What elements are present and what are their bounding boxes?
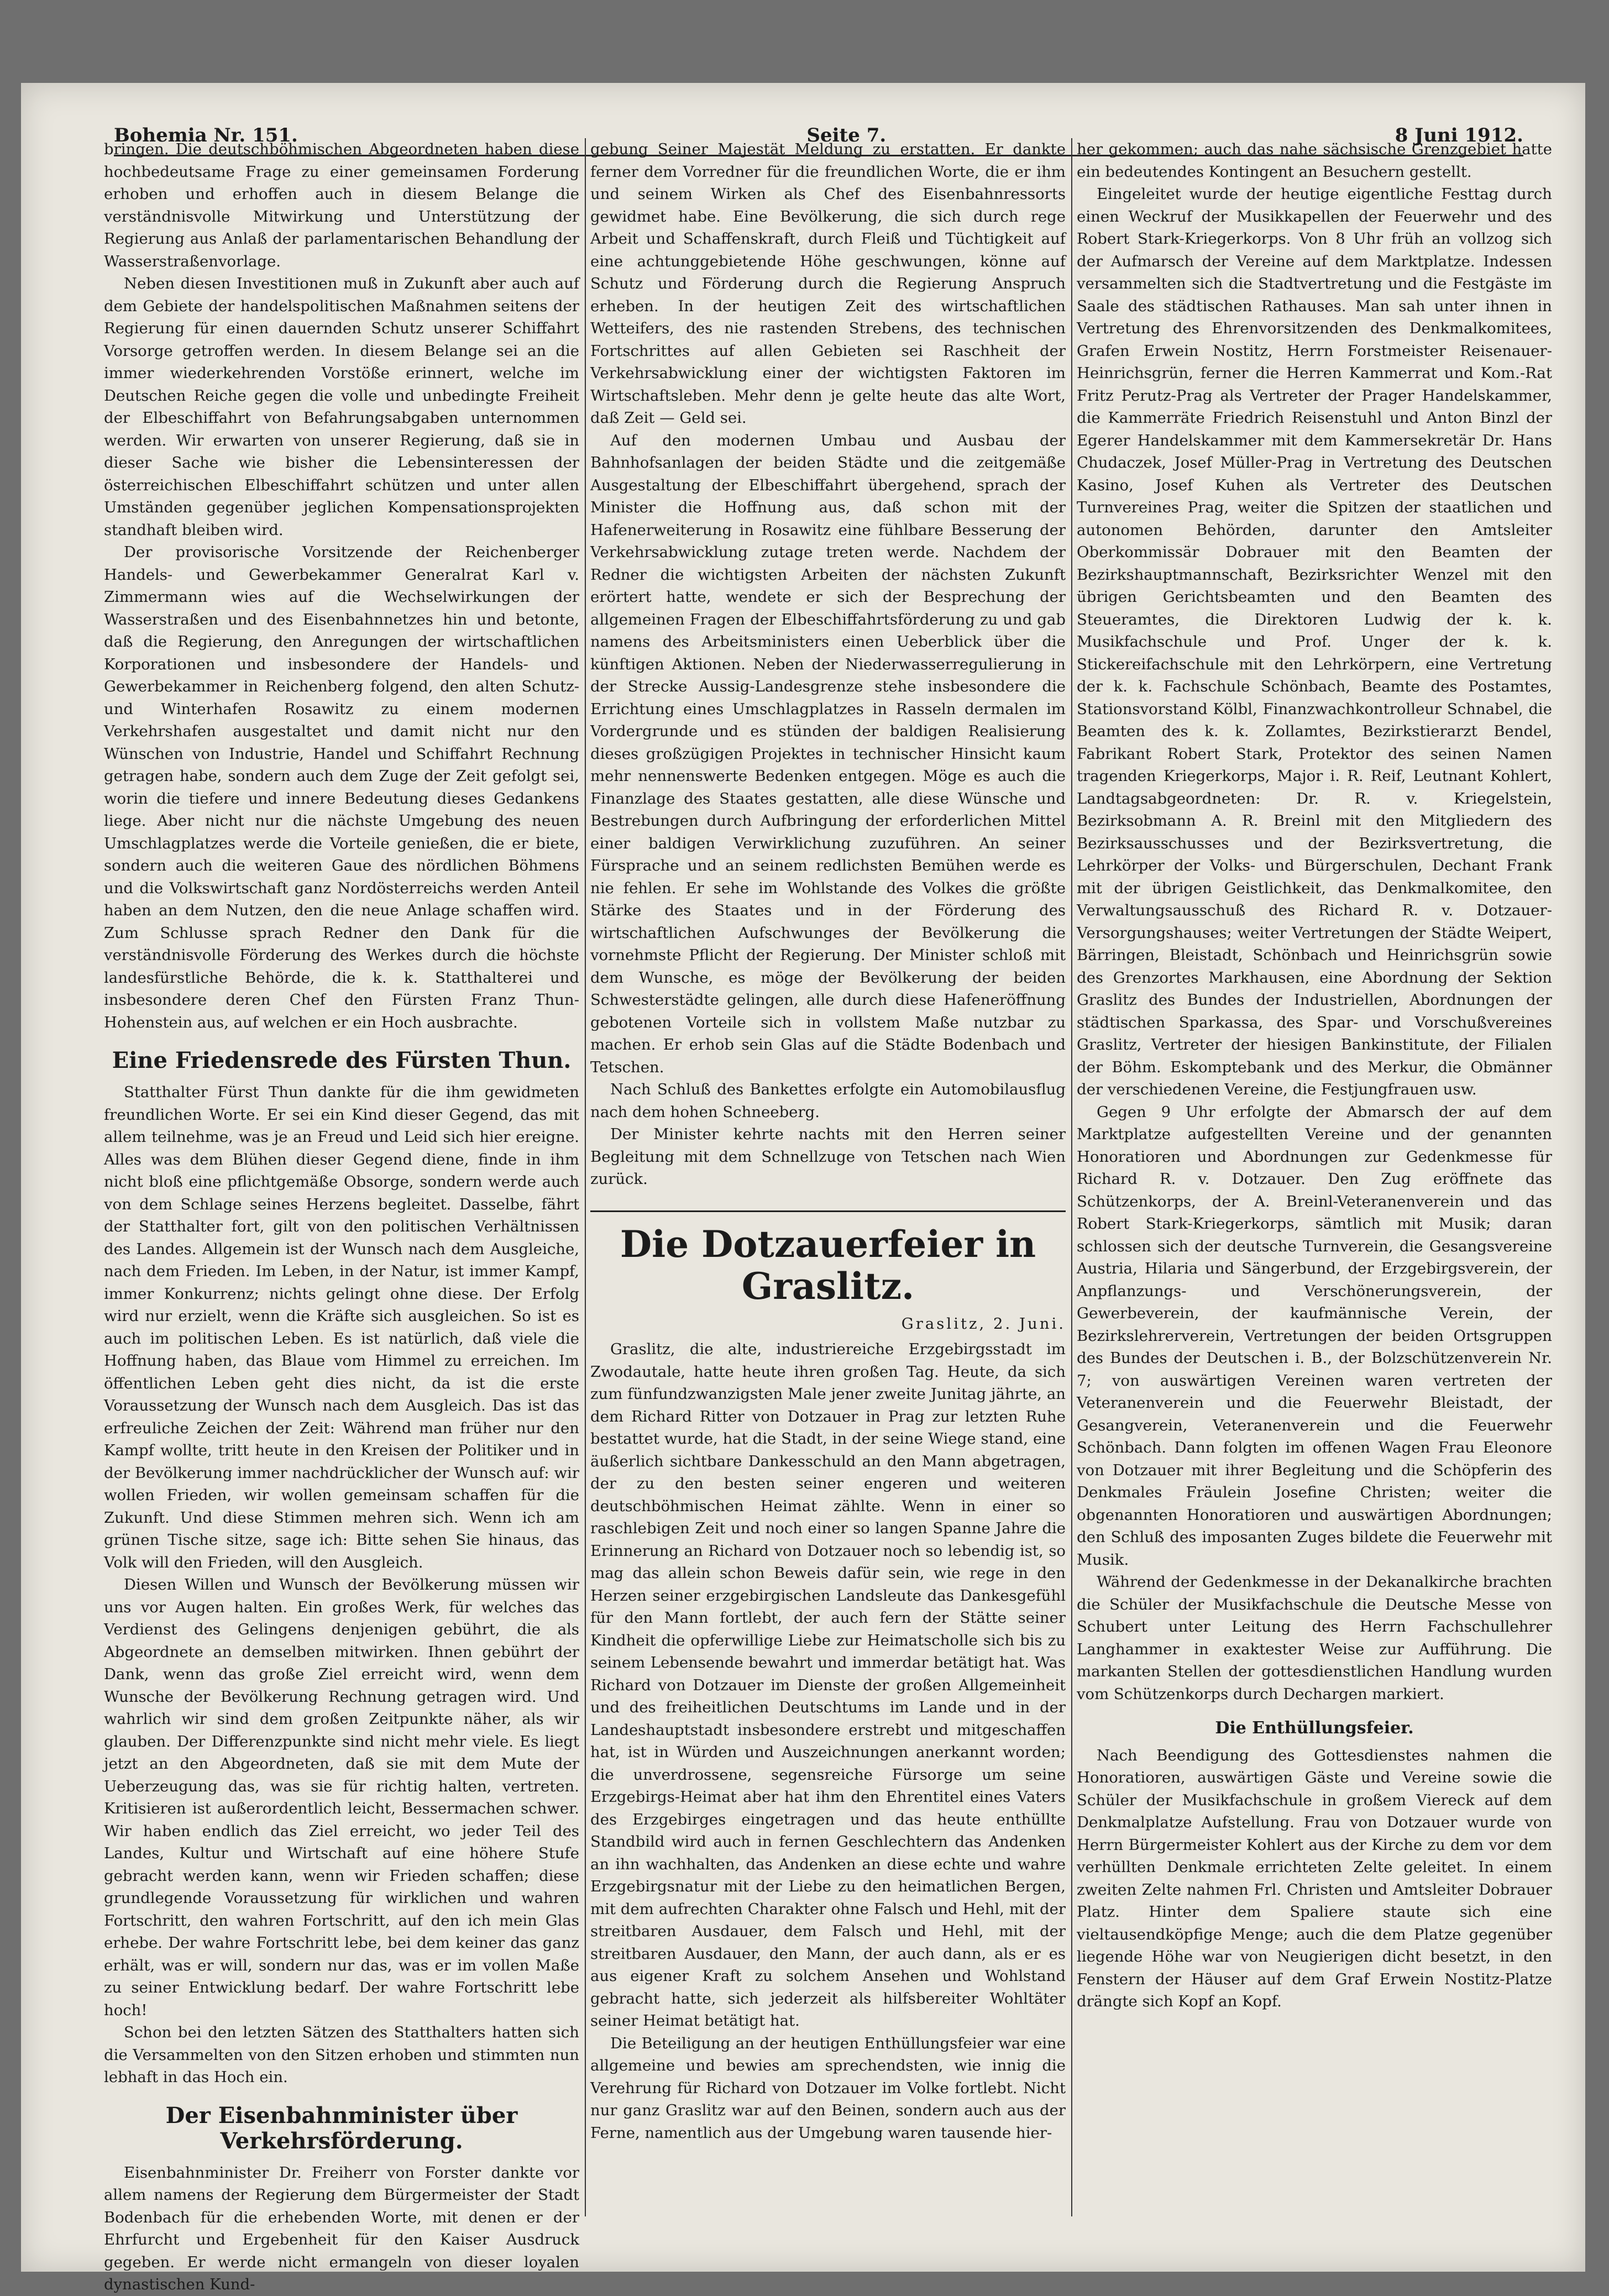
column-rule [585,138,586,2216]
paper-issue: Bohemia Nr. 151. [114,124,298,146]
paragraph: Statthalter Fürst Thun dankte für die ihm gewidmeten freundlichen Worte. Er sei ein Kind dieser Gegend, das mit allem teilnehme, was je an Freud und Leid sich hier ereigne. Alles was dem Blühen dieser Gegend diene, finde in ihm nicht bloß eine pflichtgemäße Obsorge, sondern werde auch von dem Schlage seines Herzens begleitet. Dasselbe, fährt der Statthalter fort, gilt von den politischen Verhältnissen des Landes. Allgemein ist der Wunsch nach dem Ausgleiche, nach dem Frieden. Im Leben, in der Natur, ist immer Kampf, immer Konkurrenz; nichts gelingt ohne diese. Der Erfolg wird nur erzielt, wenn die Kräfte sich ausgleichen. So ist es auch im politischen Leben. Es ist natürlich, daß viele die Hoffnung haben, das Blaue vom Himmel zu erreichen. Im öffentlichen Leben geht dies nicht, da ist die erste Voraussetzung der Wunsch nach dem Ausgleich. Das ist das erfreuliche Zeichen der Zeit: Während man früher nur den Kampf wollte, tritt heute in den Kreisen der Politiker und in der Bevölkerung immer nachdrücklicher der Wunsch auf: wir wollen Frieden, wir wollen gemeinsam schaffen für die Zukunft. Und diese Stimmen mehren sich. Wenn ich am grünen Tische sitze, sage ich: Bitte sehen Sie hinaus, das Volk will den Frieden, will den Ausgleich. [104,1083,579,1571]
page-number: Seite 7. [806,124,887,146]
paragraph: Auf den modernen Umbau und Ausbau der Bahnhofsanlagen der beiden Städte und die zeitgemäße Ausgestaltung der Elbeschiffahrt übergehend, sprach der Minister die Hoffnung aus, daß schon mit der Hafenerweiterung in Rosawitz eine fühlbare Besserung der Verkehrsabwicklung zutage treten werde. Nachdem der Redner die wichtigsten Arbeiten der nächsten Zukunft erörtert hatte, wendete er sich der Besprechung der allgemeinen Fragen der Elbeschiffahrtsförderung zu und gab namens des Arbeitsministers einen Ueberblick über die künftigen Aktionen. Neben der Niederwasserregulierung in der Strecke Aussig-Landesgrenze stehe insbesondere die Errichtung eines Umschlagplatzes in Rasseln dermalen im Vordergrunde und es stünden der baldigen Realisierung dieses großzügigen Projektes in technischer Hinsicht kaum mehr nennenswerte Bedenken entgegen. Möge es auch die Finanzlage des Staates gestatten, alle diese Wünsche und Bestrebungen durch Aufbringung der erforderlichen Mittel einer baldigen Verwirklichung zuzuführen. An seiner Fürsprache und an seinem redlichsten Bemühen werde es nie fehlen. Er sehe im Wohlstande des Volkes die größte Stärke des Staates und in der Förderung des wirtschaftlichen Aufschwunges der Bevölkerung die vornehmste Pflicht der Regierung. Der Minister schloß mit dem Wunsche, es möge der Bevölkerung der beiden Schwesterstädte gelingen, alle durch diese Hafeneröffnung gebotenen Vorteile sich in vollstem Maße nutzbar zu machen. Er erhob sein Glas auf die Städte Bodenbach und Tetschen. [590,431,1066,1076]
article-headline: Die Dotzauerfeier in Graslitz. [590,1210,1066,1307]
paragraph: Gegen 9 Uhr erfolgte der Abmarsch der auf dem Marktplatze aufgestellten Vereine und der genannten Honoratioren und Abordnungen zur Gedenkmesse für Richard R. v. Dotzauer. Den Zug eröffnete das Schützenkorps, der A. Breinl-Veteranenverein und das Robert Stark-Kriegerkorps, sämtlich mit Musik; daran schlossen sich der deutsche Turnverein, die Gesangsvereine Austria, Hilaria und Sängerbund, der Erzgebirgsverein, der Anpflanzungs- und Verschönerungsverein, der Gewerbeverein, der kaufmännische Verein, der Bezirkslehrerverein, Vertretungen der beiden Ortsgruppen des Bundes der Deutschen i. B., der Bolzschützenverein Nr. 7; von auswärtigen Vereinen waren vertreten der Veteranenverein und die Feuerwehr Bleistadt, der Gesangverein, Veteranenverein und die Feuerwehr Schönbach. Dann folgten im offenen Wagen Frau Eleonore von Dotzauer mit ihrer Begleitung und die Schöpferin des Denkmales Fräulein Josefine Christen; weiter die obgenannten Honoratioren und auswärtigen Abordnungen; den Schluß des imposanten Zuges bildete die Feuerwehr mit Musik. [1077,1103,1552,1569]
column-1 [104,138,579,2293]
paragraph: Schon bei den letzten Sätzen des Statthalters hatten sich die Versammelten von den Sitzen erhoben und stimmten nun lebhaft in das Hoch ein. [104,2024,579,2086]
paragraph: Neben diesen Investitionen muß in Zukunft aber auch auf dem Gebiete der handelspolitischen Maßnahmen seitens der Regierung für einen dauernden Schutz unserer Schiffahrt Vorsorge getroffen werden. In diesem Belange sei an die immer wiederkehrenden Vorstöße erinnert, welche im Deutschen Reiche gegen die volle und unbedingte Freiheit der Elbeschiffahrt von Befahrungsabgaben unternommen werden. Wir erwarten von unserer Regierung, daß sie in dieser Sache wie bisher die Lebensinteressen der österreichischen Elbeschiffahrt schützen und unter allen Umständen gegenüber jeglichen Kompensationsprojekten standhaft bleiben wird. [104,275,579,539]
column-2 [590,138,1066,2216]
paragraph: Nach Schluß des Bankettes erfolgte ein Automobilausflug nach dem hohen Schneeberg. [590,1081,1066,1121]
section-heading: Eine Friedensrede des Fürsten Thun. [112,1047,572,1073]
issue-date: 8 Juni 1912. [1395,124,1523,146]
paragraph: Während der Gedenkmesse in der Dekanalkirche brachten die Schüler der Musikfachschule die Deutsche Messe von Schubert unter Leitung des Herrn Fachschullehrer Langhammer in exaktester Weise zur Aufführung. Die markanten Stellen der gottesdienstlichen Handlung wurden vom Schützenkorps durch Dechargen markiert. [1077,1573,1552,1703]
column-rule [1071,138,1072,2216]
paragraph: Der Minister kehrte nachts mit den Herren seiner Begleitung mit dem Schnellzuge von Tetschen nach Wien zurück. [590,1125,1066,1188]
paragraph: bringen. Die deutschböhmischen Abgeordneten haben diese hochbedeutsame Frage zu einer gemeinsamen Forderung erhoben und erhoffen auch in diesem Belange die verständnisvolle Mitwirkung und Unterstützung der Regierung aus Anlaß der parlamentarischen Behandlung der Wasserstraßenvorlage. [104,140,579,270]
paragraph: Graslitz, die alte, industriereiche Erzgebirgsstadt im Zwodautale, hatte heute ihren großen Tag. Heute, da sich zum fünfundzwanzigsten Male jener zweite Junitag jährte, an dem Richard Ritter von Dotzauer in Prag zur letzten Ruhe bestattet wurde, hat die Stadt, in der seine Wiege stand, eine äußerlich sichtbare Dankesschuld an den Mann abgetragen, der zu den besten seiner engeren und weiteren deutschböhmischen Heimat zählte. Wenn in einer so raschlebigen Zeit und noch einer so langen Spanne Jahre die Erinnerung an Richard von Dotzauer noch so lebendig ist, so mag das allein schon Beweis dafür sein, wie rege in den Herzen seiner erzgebirgischen Landsleute das Dankesgefühl für den Mann fortlebt, der auch fern der Stätte seiner Kindheit die opferwillige Liebe zur Heimatscholle sich bis zu seinem Lebensende bewahrt und immerdar betätigt hat. Was Richard von Dotzauer im Dienste der großen Allgemeinheit und des freiheitlichen Deutschtums im Lande und in der Landeshauptstadt insbesondere erstrebt und mitgeschaffen hat, ist in Würden und Auszeichnungen anerkannt worden; die unverdrossene, segensreiche Fürsorge um seine Erzgebirgs-Heimat aber hat ihm den Ehrentitel eines Vaters des Erzgebirges eingetragen und das heute enthüllte Standbild wird auch in fernen Geschlechtern das Andenken an ihn wachhalten, das Andenken an diese echte und wahre Erzgebirgsnatur mit der Liebe zu den heimatlichen Bergen, mit dem aufrechten Charakter ohne Falsch und Hehl, mit der streitbaren Ausdauer, dem Falsch und Hehl, mit der streitbaren Ausdauer, den Mann, der auch dann, als er es aus eigener Kraft zu solchem Ansehen und Wohlstand gebracht hatte, sich jederzeit als hilfsbereiter Wohltäter seiner Heimat betätigt hat. [590,1340,1066,2030]
paragraph: gebung Seiner Majestät Meldung zu erstatten. Er dankte ferner dem Vorredner für die freundlichen Worte, die er ihm und seinem Wirken als Chef des Eisenbahnressorts gewidmet habe. Eine Bevölkerung, die sich durch rege Arbeit und Schaffenskraft, durch Fleiß und Tüchtigkeit auf eine achtunggebietende Höhe geschwungen, könne auf Schutz und Förderung durch die Regierung Anspruch erheben. In der heutigen Zeit des wirtschaftlichen Wetteifers, des nie rastenden Strebens, des technischen Fortschrittes auf allen Gebieten sei Raschheit der Verkehrsabwicklung einer der wichtigsten Faktoren im Wirtschaftsleben. Mehr denn je gelte heute das alte Wort, daß Zeit — Geld sei. [590,140,1066,427]
paragraph: her gekommen; auch das nahe sächsische Grenzgebiet hatte ein bedeutendes Kontingent an Besuchern gestellt. [1077,140,1552,181]
paragraph: Die Beteiligung an der heutigen Enthüllungsfeier war eine allgemeine und bewies am sprechendsten, wie innig die Verehrung für Richard von Dotzauer im Volke fortlebt. Nicht nur ganz Graslitz war auf den Beinen, sondern auch aus der Ferne, namentlich aus der Umgebung waren tausende hier- [590,2034,1066,2142]
paragraph: Der provisorische Vorsitzende der Reichenberger Handels- und Gewerbekammer Generalrat Karl v. Zimmermann wies auf die Wechselwirkungen der Wasserstraßen und des Eisenbahnnetzes hin und betonte, daß die Regierung, den Anregungen der wirtschaftlichen Korporationen und insbesondere der Handels- und Gewerbekammer in Reichenberg folgend, den alten Schutz- und Winterhafen Rosawitz zu einem modernen Verkehrshafen ausgestaltet und damit nicht nur den Wünschen von Industrie, Handel und Schiffahrt Rechnung getragen habe, sondern auch dem Zuge der Zeit gefolgt sei, worin die tiefere und innere Bedeutung dieses Gedankens liege. Aber nicht nur die nächste Umgebung des neuen Umschlagplatzes werde die Vorteile genießen, die er biete, sondern auch die weiteren Gaue des nördlichen Böhmens und die Volkswirtschaft ganz Nordösterreichs werden Anteil haben an dem Nutzen, den die neue Anlage schaffen wird. Zum Schlusse sprach Redner den Dank für die verständnisvolle Förderung des Werkes durch die höchste landesfürstliche Behörde, die k. k. Statthalterei und insbesondere deren Chef den Fürsten Franz Thun-Hohenstein aus, auf welchen er ein Hoch ausbrachte. [104,543,579,1031]
dateline: Graslitz, 2. Juni. [901,1314,1066,1333]
paragraph: Eisenbahnminister Dr. Freiherr von Forster dankte vor allem namens der Regierung dem Bürgermeister der Stadt Bodenbach für die erhebenden Worte, mit denen er der Ehrfurcht und Ergebenheit für den Kaiser Ausdruck gegeben. Er werde nicht ermangeln von dieser loyalen dynastischen Kund- [104,2163,579,2293]
subheading: Die Enthüllungsfeier. [1215,1718,1414,1738]
paragraph: Diesen Willen und Wunsch der Bevölkerung müssen wir uns vor Augen halten. Ein großes Werk, für welches das Verdienst des Gelingens denjenigen gebührt, die als Abgeordnete an demselben mitwirken. Ihnen gebührt der Dank, wenn das große Ziel erreicht wird, wenn dem Wunsche der Bevölkerung Rechnung getragen wird. Und wahrlich wir sind dem großen Zeitpunkte näher, als wir glauben. Der Differenzpunkte sind nicht mehr viele. Es liegt jetzt an den Abgeordneten, daß sie mit dem Mute der Ueberzeugung das, was sie für richtig halten, vertreten. Kritisieren ist außerordentlich leicht, Bessermachen schwer. Wir haben endlich das Ziel erreicht, wo jeder Teil des Landes, Kultur und Wirtschaft auf eine höhere Stufe gebracht werden kann, wenn wir Frieden schaffen; diese grundlegende Voraussetzung für wirklichen und wahren Fortschritt, den wahren Fortschritt, auf den ich mein Glas erhebe. Der wahre Fortschritt lebe, bei dem keiner das ganz erhält, was er will, sondern nur das, was er im vollen Maße zu seiner Entwicklung bedarf. Der wahre Fortschritt lebe hoch! [104,1576,579,2019]
paragraph: Eingeleitet wurde der heutige eigentliche Festtag durch einen Weckruf der Musikkapellen der Feuerwehr und des Robert Stark-Kriegerkorps. Von 8 Uhr früh an vollzog sich der Aufmarsch der Vereine auf dem Marktplatze. Indessen versammelten sich die Stadtvertretung und die Festgäste im Saale des städtischen Rathauses. Man sah unter ihnen in Vertretung des Ehrenvorsitzenden des Denkmalkomitees, Grafen Erwein Nostitz, Herrn Forstmeister Reisenauer-Heinrichsgrün, ferner die Herren Kammerrat und Kom.-Rat Fritz Perutz-Prag als Vertreter der Prager Handelskammer, die Kammerräte Friedrich Reisenstuhl und Anton Binzl der Egerer Handelskammer mit dem Kammersekretär Dr. Hans Chudaczek, Josef Müller-Prag in Vertretung des Deutschen Kasino, Josef Kuhen als Vertreter des Deutschen Turnvereines Prag, weiter die Spitzen der staatlichen und autonomen Behörden, darunter den Amtsleiter Oberkommissär Dobrauer mit den Beamten der Bezirkshauptmannschaft, Bezirksrichter Wenzel mit den übrigen Gerichtsbeamten und den Beamten des Steueramtes, die Direktoren Ludwig der k. k. Musikfachschule und Prof. Unger der k. k. Stickereifachschule mit den Lehrkörpern, eine Vertretung der k. k. Fachschule Schönbach, Beamte des Postamtes, Stationsvorstand Kölbl, Finanzwachkontrolleur Schnabel, die Beamten des k. k. Zollamtes, Bezirkstierarzt Bendel, Fabrikant Robert Stark, Protektor des seinen Namen tragenden Kriegerkorps, Major i. R. Reif, Leutnant Kohlert, Landtagsabgeordneten: Dr. R. v. Kriegelstein, Bezirksobmann A. R. Breinl mit den Mitgliedern des Bezirksausschusses und der Bezirksvertretung, die Lehrkörper der Volks- und Bürgerschulen, Dechant Frank mit der übrigen Geistlichkeit, das Denkmalkomitee, den Verwaltungsausschuß des Richard R. v. Dotzauer-Versorgungshauses; weiter Vertretungen der Städte Weipert, Bärringen, Bleistadt, Schönbach und Heinrichsgrün sowie des Grenzortes Markhausen, eine Abordnung der Sektion Graslitz des Bundes der Industriellen, Abordnungen der städtischen Sparkassa, des Spar- und Vorschußvereines Graslitz, Vertreter der hiesigen Bankinstitute, der Filialen der Böhm. Eskomptebank und des Merkur, die Obmänner der verschiedenen Vereine, die Festjungfrauen usw. [1077,185,1552,1098]
newspaper-page [21,83,1585,2293]
section-heading: Der Eisenbahnminister über Verkehrsförderung. [165,2102,518,2154]
paragraph: Nach Beendigung des Gottesdienstes nahmen die Honoratioren, auswärtigen Gäste und Vereine sowie die Schüler der Musikfachschule in großem Viereck auf dem Denkmalplatze Aufstellung. Frau von Dotzauer wurde von Herrn Bürgermeister Kohlert aus der Kirche zu dem vor dem verhüllten Denkmale errichteten Zelte geleitet. In einem zweiten Zelte nahmen Frl. Christen und Amtsleiter Dobrauer Platz. Hinter dem Spaliere staute sich eine vieltausendköpfige Menge; auch die dem Platze gegenüber liegende Höhe war von Neugierigen dicht besetzt, in den Fenstern der Häuser auf dem Graf Erwein Nostitz-Platze drängte sich Kopf an Kopf. [1077,1746,1552,2010]
column-3 [1077,138,1552,2216]
